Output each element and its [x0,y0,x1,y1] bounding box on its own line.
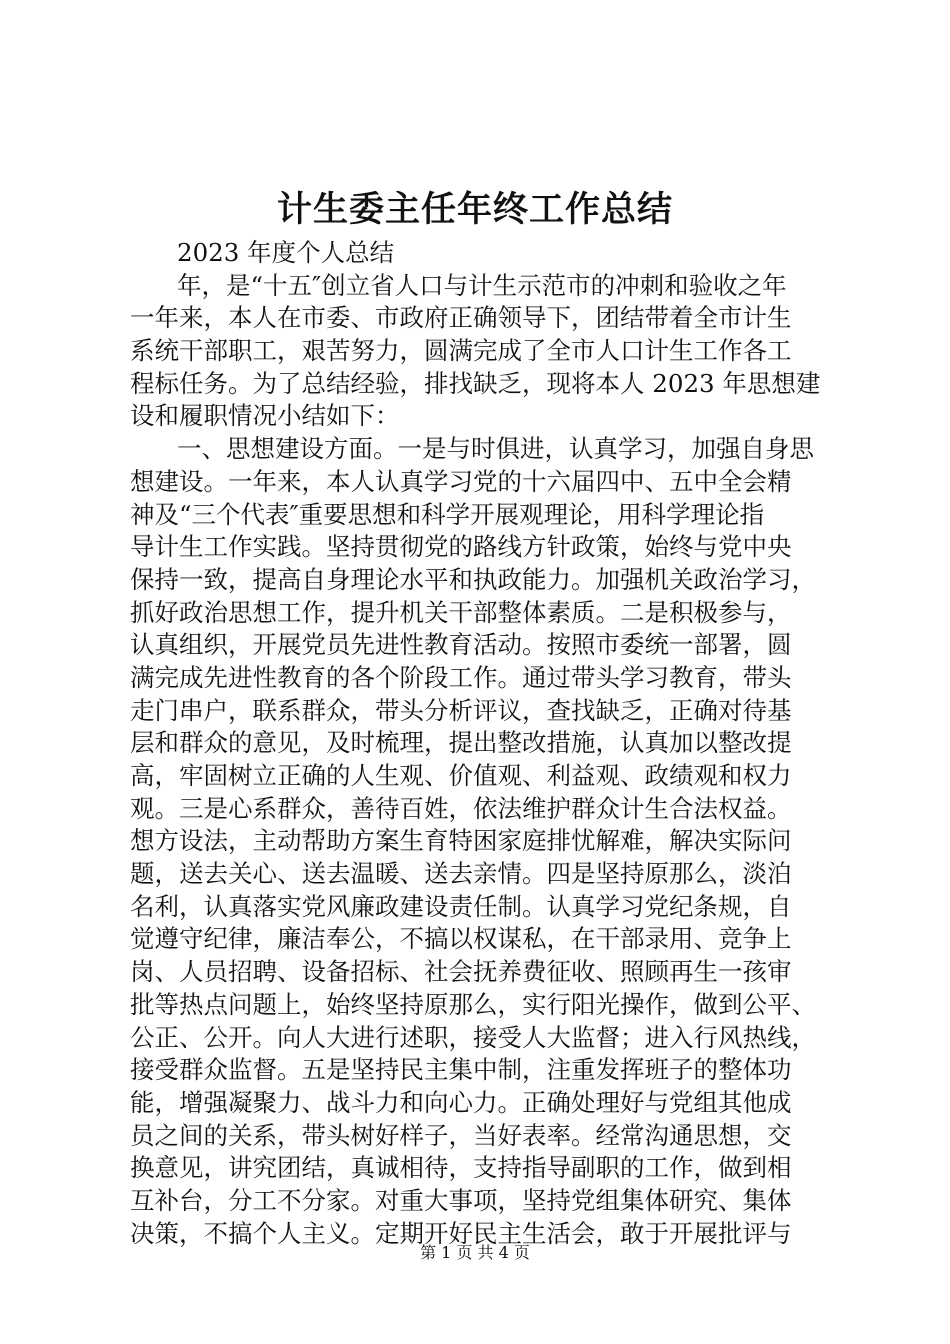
body-line: 高，牢固树立正确的人生观、价值观、利益观、政绩观和权力 [130,761,792,790]
body-line: 岗、人员招聘、设备招标、社会抚养费征收、照顾再生一孩审 [130,957,792,987]
body-line: 走门串户，联系群众，带头分析评议，查找缺乏，正确对待基 [130,695,792,725]
body-line: 员之间的关系，带头树好样子，当好表率。经常沟通思想，交 [130,1120,792,1150]
body-line: 能，增强凝聚力、战斗力和向心力。正确处理好与党组其他成 [130,1087,792,1117]
body-line: 决策，不搞个人主义。定期开好民主生活会，敢于开展批评与 [130,1218,792,1248]
body-line: 换意见，讲究团结，真诚相待，支持指导副职的工作，做到相 [130,1153,792,1183]
body-line: 抓好政治思想工作，提升机关干部整体素质。二是积极参与， [130,597,792,627]
document-body [130,237,830,1250]
body-line: 观。三是心系群众，善待百姓，依法维护群众计生合法权益。 [130,793,792,823]
body-line: 满完成先进性教育的各个阶段工作。通过带头学习教育，带头 [130,662,792,692]
body-line: 公正、公开。向人大进行述职，接受人大监督；进入行风热线， [130,1022,816,1052]
body-line: 年，是“十五″创立省人口与计生示范市的冲刺和验收之年 [177,270,787,300]
body-line: 导计生工作实践。坚持贯彻党的路线方针政策，始终与党中央 [130,532,792,562]
body-line: 一年来，本人在市委、市政府正确领导下，团结带着全市计生 [130,303,792,333]
body-line: 神及“三个代表″重要思想和科学开展观理论，用科学理论指 [130,499,765,529]
body-line: 系统干部职工，艰苦努力，圆满完成了全市人口计生工作各工 [130,336,792,366]
body-line: 设和履职情况小结如下： [130,401,400,431]
body-line: 保持一致，提高自身理论水平和执政能力。加强机关政治学习， [130,564,816,594]
body-line: 想建设。一年来，本人认真学习党的十六届四中、五中全会精 [130,466,792,496]
body-line: 认真组织，开展党员先进性教育活动。按照市委统一部署，圆 [130,630,792,660]
body-line: 批等热点问题上，始终坚持原那么，实行阳光操作，做到公平、 [130,989,816,1019]
body-line: 想方设法，主动帮助方案生育特困家庭排忧解难，解决实际问 [130,826,792,856]
body-line: 接受群众监督。五是坚持民主集中制，注重发挥班子的整体功 [130,1055,792,1085]
body-line: 程标任务。为了总结经验，排找缺乏，现将本人 2023 年思想建 [130,368,821,398]
body-line: 一、思想建设方面。一是与时俱进，认真学习，加强自身思 [177,434,814,464]
body-line: 互补台，分工不分家。对重大事项，坚持党组集体研究、集体 [130,1185,792,1215]
body-line: 名利，认真落实党风廉政建设责任制。认真学习党纪条规，自 [130,891,792,921]
body-line: 题，送去关心、送去温暖、送去亲情。四是坚持原那么，淡泊 [130,859,792,889]
subtitle-line: 2023 年度个人总结 [177,238,395,267]
body-line: 觉遵守纪律，廉洁奉公，不搞以权谋私，在干部录用、竞争上 [130,924,792,954]
body-line: 层和群众的意见，及时梳理，提出整改措施，认真加以整改提 [130,728,792,758]
document-title: 计生委主任年终工作总结 [276,189,673,230]
page-number-footer: 第 1 页 共 4 页 [420,1243,530,1262]
